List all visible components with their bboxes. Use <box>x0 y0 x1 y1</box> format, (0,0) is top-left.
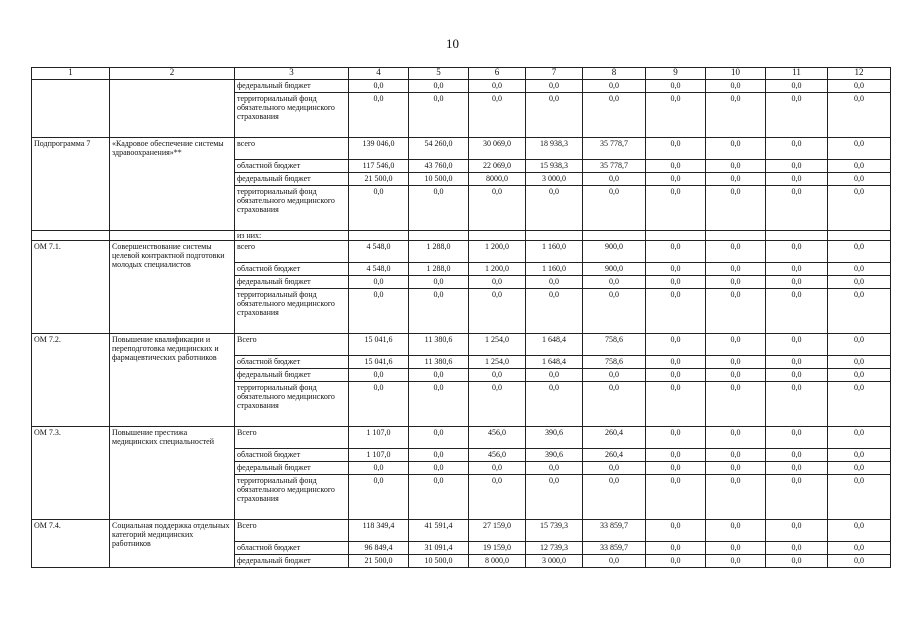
value-cell: 0,0 <box>766 173 828 186</box>
column-header: 11 <box>766 68 828 80</box>
value-cell: 0,0 <box>706 93 766 138</box>
value-cell: 0,0 <box>469 462 526 475</box>
header-row <box>32 68 891 80</box>
value-cell: 0,0 <box>469 369 526 382</box>
column-header: 2 <box>110 68 235 80</box>
funding-source: областной бюджет <box>235 263 349 276</box>
value-cell: 0,0 <box>469 276 526 289</box>
empty-cell <box>32 231 110 241</box>
empty-cell <box>766 231 828 241</box>
value-cell: 0,0 <box>828 160 891 173</box>
value-cell: 33 859,7 <box>583 520 646 542</box>
value-cell: 0,0 <box>469 289 526 334</box>
value-cell: 0,0 <box>409 475 469 520</box>
empty-cell <box>526 231 583 241</box>
funding-source: федеральный бюджет <box>235 173 349 186</box>
value-cell: 11 380,6 <box>409 356 469 369</box>
column-header: 6 <box>469 68 526 80</box>
note-row <box>32 231 891 241</box>
value-cell: 260,4 <box>583 449 646 462</box>
value-cell: 0,0 <box>828 369 891 382</box>
value-cell: 15 938,3 <box>526 160 583 173</box>
table-row <box>32 334 891 356</box>
value-cell: 0,0 <box>583 80 646 93</box>
value-cell: 96 849,4 <box>349 542 409 555</box>
value-cell: 456,0 <box>469 449 526 462</box>
value-cell: 0,0 <box>349 93 409 138</box>
value-cell: 758,6 <box>583 334 646 356</box>
value-cell: 0,0 <box>706 555 766 568</box>
value-cell: 0,0 <box>766 542 828 555</box>
funding-source: областной бюджет <box>235 356 349 369</box>
value-cell: 0,0 <box>766 449 828 462</box>
value-cell: 1 288,0 <box>409 241 469 263</box>
table-row <box>32 520 891 542</box>
value-cell: 0,0 <box>828 186 891 231</box>
value-cell: 0,0 <box>828 93 891 138</box>
funding-source: Всего <box>235 520 349 542</box>
value-cell: 0,0 <box>766 93 828 138</box>
value-cell: 0,0 <box>828 173 891 186</box>
value-cell: 0,0 <box>349 276 409 289</box>
funding-source: всего <box>235 138 349 160</box>
value-cell: 0,0 <box>706 369 766 382</box>
funding-source: областной бюджет <box>235 160 349 173</box>
empty-cell <box>409 231 469 241</box>
value-cell: 33 859,7 <box>583 542 646 555</box>
value-cell: 0,0 <box>828 427 891 449</box>
value-cell: 0,0 <box>766 369 828 382</box>
value-cell: 8 000,0 <box>469 555 526 568</box>
value-cell: 0,0 <box>828 356 891 369</box>
value-cell: 0,0 <box>706 427 766 449</box>
value-cell: 41 591,4 <box>409 520 469 542</box>
funding-source: федеральный бюджет <box>235 462 349 475</box>
value-cell: 0,0 <box>469 186 526 231</box>
funding-source: всего <box>235 241 349 263</box>
column-header: 3 <box>235 68 349 80</box>
value-cell: 0,0 <box>706 356 766 369</box>
value-cell: 758,6 <box>583 356 646 369</box>
value-cell: 1 254,0 <box>469 334 526 356</box>
value-cell: 8000,0 <box>469 173 526 186</box>
value-cell: 31 091,4 <box>409 542 469 555</box>
funding-source: областной бюджет <box>235 542 349 555</box>
value-cell: 0,0 <box>646 186 706 231</box>
value-cell: 1 160,0 <box>526 241 583 263</box>
value-cell: 0,0 <box>526 475 583 520</box>
value-cell: 21 500,0 <box>349 555 409 568</box>
value-cell: 0,0 <box>349 462 409 475</box>
value-cell: 0,0 <box>646 462 706 475</box>
funding-source: территориальный фонд обязательного медицинского страхования <box>235 475 349 520</box>
value-cell: 0,0 <box>646 334 706 356</box>
value-cell: 0,0 <box>706 186 766 231</box>
value-cell: 11 380,6 <box>409 334 469 356</box>
value-cell: 0,0 <box>583 382 646 427</box>
program-code: Подпрограмма 7 <box>32 138 110 231</box>
value-cell: 0,0 <box>706 475 766 520</box>
value-cell: 10 500,0 <box>409 173 469 186</box>
program-code: ОМ 7.4. <box>32 520 110 568</box>
value-cell: 0,0 <box>706 80 766 93</box>
value-cell: 1 200,0 <box>469 241 526 263</box>
value-cell: 0,0 <box>706 160 766 173</box>
value-cell: 0,0 <box>526 93 583 138</box>
value-cell: 4 548,0 <box>349 263 409 276</box>
value-cell: 0,0 <box>469 382 526 427</box>
value-cell: 12 739,3 <box>526 542 583 555</box>
value-cell: 0,0 <box>469 80 526 93</box>
value-cell: 0,0 <box>409 449 469 462</box>
value-cell: 0,0 <box>526 369 583 382</box>
value-cell: 0,0 <box>646 542 706 555</box>
value-cell: 0,0 <box>349 475 409 520</box>
program-code: ОМ 7.3. <box>32 427 110 520</box>
value-cell: 0,0 <box>828 555 891 568</box>
value-cell: 0,0 <box>646 289 706 334</box>
value-cell: 0,0 <box>583 555 646 568</box>
value-cell: 0,0 <box>646 263 706 276</box>
value-cell: 0,0 <box>526 80 583 93</box>
value-cell: 0,0 <box>766 427 828 449</box>
value-cell: 0,0 <box>646 356 706 369</box>
budget-table <box>31 67 891 568</box>
value-cell: 54 260,0 <box>409 138 469 160</box>
value-cell: 0,0 <box>583 462 646 475</box>
value-cell: 0,0 <box>766 520 828 542</box>
column-header: 9 <box>646 68 706 80</box>
value-cell: 1 107,0 <box>349 427 409 449</box>
value-cell: 0,0 <box>583 276 646 289</box>
empty-cell <box>110 231 235 241</box>
column-header: 4 <box>349 68 409 80</box>
funding-source: Всего <box>235 334 349 356</box>
value-cell: 0,0 <box>706 276 766 289</box>
value-cell: 0,0 <box>766 475 828 520</box>
value-cell: 0,0 <box>409 93 469 138</box>
value-cell: 0,0 <box>766 160 828 173</box>
page-number: 10 <box>446 36 459 51</box>
funding-source: федеральный бюджет <box>235 555 349 568</box>
value-cell: 0,0 <box>409 186 469 231</box>
value-cell: 15 739,3 <box>526 520 583 542</box>
program-title <box>110 80 235 138</box>
value-cell: 0,0 <box>583 186 646 231</box>
funding-source: территориальный фонд обязательного медицинского страхования <box>235 186 349 231</box>
empty-cell <box>349 231 409 241</box>
value-cell: 43 760,0 <box>409 160 469 173</box>
value-cell: 0,0 <box>409 369 469 382</box>
value-cell: 0,0 <box>766 241 828 263</box>
value-cell: 0,0 <box>766 382 828 427</box>
value-cell: 1 107,0 <box>349 449 409 462</box>
value-cell: 22 069,0 <box>469 160 526 173</box>
value-cell: 0,0 <box>409 276 469 289</box>
funding-source: федеральный бюджет <box>235 369 349 382</box>
value-cell: 4 548,0 <box>349 241 409 263</box>
value-cell: 0,0 <box>583 369 646 382</box>
value-cell: 0,0 <box>646 173 706 186</box>
value-cell: 27 159,0 <box>469 520 526 542</box>
funding-source: федеральный бюджет <box>235 276 349 289</box>
value-cell: 0,0 <box>646 160 706 173</box>
column-header: 8 <box>583 68 646 80</box>
value-cell: 0,0 <box>766 555 828 568</box>
value-cell: 0,0 <box>646 276 706 289</box>
table-row <box>32 241 891 263</box>
value-cell: 456,0 <box>469 427 526 449</box>
funding-source: территориальный фонд обязательного медицинского страхования <box>235 289 349 334</box>
value-cell: 0,0 <box>349 382 409 427</box>
value-cell: 0,0 <box>766 80 828 93</box>
empty-cell <box>583 231 646 241</box>
table-row <box>32 80 891 93</box>
value-cell: 0,0 <box>766 289 828 334</box>
value-cell: 30 069,0 <box>469 138 526 160</box>
value-cell: 0,0 <box>646 427 706 449</box>
value-cell: 0,0 <box>409 289 469 334</box>
value-cell: 1 160,0 <box>526 263 583 276</box>
value-cell: 0,0 <box>469 93 526 138</box>
value-cell: 0,0 <box>583 289 646 334</box>
value-cell: 21 500,0 <box>349 173 409 186</box>
table-row <box>32 427 891 449</box>
value-cell: 0,0 <box>828 263 891 276</box>
value-cell: 0,0 <box>706 382 766 427</box>
value-cell: 0,0 <box>526 462 583 475</box>
value-cell: 15 041,6 <box>349 334 409 356</box>
column-header: 1 <box>32 68 110 80</box>
value-cell: 0,0 <box>646 520 706 542</box>
value-cell: 0,0 <box>828 80 891 93</box>
value-cell: 0,0 <box>766 138 828 160</box>
value-cell: 0,0 <box>409 427 469 449</box>
value-cell: 0,0 <box>526 382 583 427</box>
column-header: 12 <box>828 68 891 80</box>
program-code: ОМ 7.1. <box>32 241 110 334</box>
value-cell: 0,0 <box>409 382 469 427</box>
value-cell: 1 648,4 <box>526 356 583 369</box>
value-cell: 0,0 <box>828 241 891 263</box>
value-cell: 0,0 <box>706 138 766 160</box>
value-cell: 0,0 <box>828 289 891 334</box>
value-cell: 0,0 <box>349 369 409 382</box>
program-title: Повышение престижа медицинских специальностей <box>110 427 235 520</box>
value-cell: 390,6 <box>526 449 583 462</box>
value-cell: 0,0 <box>646 449 706 462</box>
value-cell: 0,0 <box>646 475 706 520</box>
table-body <box>32 80 891 568</box>
value-cell: 0,0 <box>766 263 828 276</box>
column-header: 5 <box>409 68 469 80</box>
value-cell: 1 254,0 <box>469 356 526 369</box>
value-cell: 0,0 <box>828 475 891 520</box>
value-cell: 0,0 <box>526 289 583 334</box>
value-cell: 390,6 <box>526 427 583 449</box>
value-cell: 18 938,3 <box>526 138 583 160</box>
value-cell: 0,0 <box>828 520 891 542</box>
funding-source: федеральный бюджет <box>235 80 349 93</box>
value-cell: 0,0 <box>706 173 766 186</box>
value-cell: 0,0 <box>828 276 891 289</box>
value-cell: 0,0 <box>766 462 828 475</box>
program-title: Повышение квалификации и переподготовка медицинских и фармацевтических работников <box>110 334 235 427</box>
value-cell: 0,0 <box>526 186 583 231</box>
column-header: 7 <box>526 68 583 80</box>
value-cell: 0,0 <box>706 520 766 542</box>
funding-source: Всего <box>235 427 349 449</box>
value-cell: 15 041,6 <box>349 356 409 369</box>
program-code <box>32 80 110 138</box>
value-cell: 1 288,0 <box>409 263 469 276</box>
value-cell: 3 000,0 <box>526 173 583 186</box>
program-code: ОМ 7.2. <box>32 334 110 427</box>
value-cell: 0,0 <box>469 475 526 520</box>
value-cell: 0,0 <box>646 369 706 382</box>
value-cell: 0,0 <box>766 356 828 369</box>
value-cell: 900,0 <box>583 263 646 276</box>
value-cell: 0,0 <box>828 462 891 475</box>
value-cell: 1 200,0 <box>469 263 526 276</box>
value-cell: 0,0 <box>766 334 828 356</box>
value-cell: 0,0 <box>706 241 766 263</box>
value-cell: 0,0 <box>766 276 828 289</box>
value-cell: 3 000,0 <box>526 555 583 568</box>
value-cell: 0,0 <box>646 80 706 93</box>
empty-cell <box>646 231 706 241</box>
value-cell: 117 546,0 <box>349 160 409 173</box>
value-cell: 0,0 <box>409 462 469 475</box>
value-cell: 0,0 <box>646 138 706 160</box>
value-cell: 0,0 <box>349 80 409 93</box>
program-title: Совершенствование системы целевой контрактной подготовки молодых специалистов <box>110 241 235 334</box>
value-cell: 0,0 <box>349 186 409 231</box>
value-cell: 19 159,0 <box>469 542 526 555</box>
value-cell: 0,0 <box>828 138 891 160</box>
value-cell: 139 046,0 <box>349 138 409 160</box>
value-cell: 35 778,7 <box>583 160 646 173</box>
value-cell: 0,0 <box>646 555 706 568</box>
value-cell: 0,0 <box>828 382 891 427</box>
value-cell: 0,0 <box>583 173 646 186</box>
value-cell: 0,0 <box>766 186 828 231</box>
value-cell: 0,0 <box>706 542 766 555</box>
program-title: «Кадровое обеспечение системы здравоохранения»** <box>110 138 235 231</box>
value-cell: 0,0 <box>706 449 766 462</box>
value-cell: 900,0 <box>583 241 646 263</box>
value-cell: 0,0 <box>409 80 469 93</box>
value-cell: 0,0 <box>706 263 766 276</box>
value-cell: 0,0 <box>646 241 706 263</box>
table-row <box>32 138 891 160</box>
funding-source: территориальный фонд обязательного медицинского страхования <box>235 382 349 427</box>
value-cell: 0,0 <box>646 382 706 427</box>
value-cell: 0,0 <box>828 449 891 462</box>
value-cell: 1 648,4 <box>526 334 583 356</box>
funding-source: областной бюджет <box>235 449 349 462</box>
value-cell: 0,0 <box>646 93 706 138</box>
funding-source: территориальный фонд обязательного медицинского страхования <box>235 93 349 138</box>
value-cell: 118 349,4 <box>349 520 409 542</box>
value-cell: 0,0 <box>706 289 766 334</box>
value-cell: 0,0 <box>706 462 766 475</box>
program-title: Социальная поддержка отдельных категорий медицинских работников <box>110 520 235 568</box>
value-cell: 0,0 <box>828 334 891 356</box>
value-cell: 0,0 <box>583 475 646 520</box>
note-text: из них: <box>235 231 349 241</box>
value-cell: 0,0 <box>583 93 646 138</box>
value-cell: 10 500,0 <box>409 555 469 568</box>
value-cell: 35 778,7 <box>583 138 646 160</box>
empty-cell <box>706 231 766 241</box>
value-cell: 0,0 <box>828 542 891 555</box>
value-cell: 260,4 <box>583 427 646 449</box>
empty-cell <box>469 231 526 241</box>
value-cell: 0,0 <box>349 289 409 334</box>
empty-cell <box>828 231 891 241</box>
value-cell: 0,0 <box>526 276 583 289</box>
column-header: 10 <box>706 68 766 80</box>
value-cell: 0,0 <box>706 334 766 356</box>
